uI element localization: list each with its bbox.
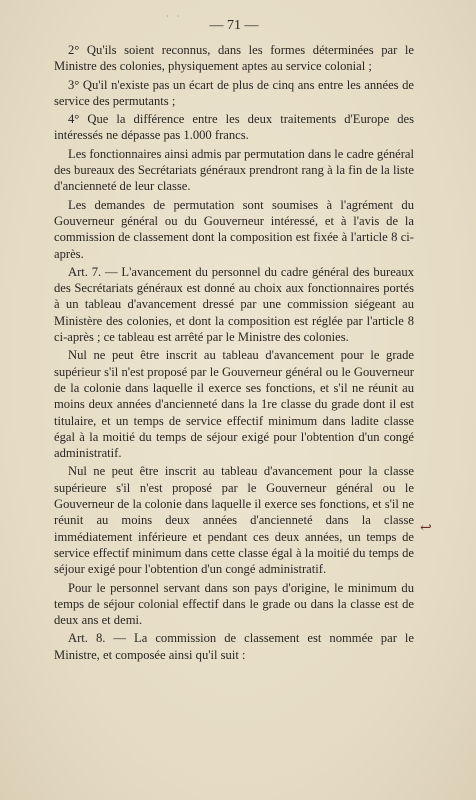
- text-block: [54, 16, 414, 665]
- paragraph-grade-promotion: Nul ne peut être inscrit au tableau d'avancement pour le grade supérieur s'il n'est proposé par le Gouverneur général ou le Gouverneur de la colonie dans laquelle il exerce ses fonctions, et s'il ne réunit au moins deux années d'ancienneté dans la 1re classe du grade dont il est titulaire, et un temps de service effectif minimum dans ladite classe égal à la moitié du temps de séjour exigé pour l'obtention d'un congé administratif.: [54, 348, 414, 461]
- paragraph-article-8: Art. 8. — La commission de classement est nommée par le Ministre, et composée ainsi qu'il suit :: [54, 631, 414, 662]
- paragraph-home-country: Pour le personnel servant dans son pays d'origine, le minimum du temps de séjour colonial effectif dans le grade ou dans la classe est de deux ans et demi.: [54, 580, 414, 628]
- paragraph-condition-2: 2° Qu'ils soient reconnus, dans les formes déterminées par le Ministre des colonies, physiquement aptes au service colonial ;: [54, 43, 414, 74]
- paragraph-class-promotion: Nul ne peut être inscrit au tableau d'avancement pour la classe supérieure s'il n'est proposé par le Gouverneur général ou le Gouverneur de la colonie dans laquelle il exerce ses fonctions, et s'il ne réunit au moins deux années d'ancienneté dans la classe immédiatement inférieure et pendant ces deux années, un temps de service effectif minimum dans cette classe égal à la moitié du temps de séjour exigé pour l'obtention d'un congé administratif.: [54, 464, 414, 577]
- margin-arrow-icon: ↩: [420, 521, 432, 536]
- paragraph-permutation-requests: Les demandes de permutation sont soumises à l'agrément du Gouverneur général ou du Gouverneur intéressé, et à l'avis de la commission de classement dont la composition est fixée à l'article 8 ci-après.: [54, 197, 414, 261]
- paragraph-condition-4: 4° Que la différence entre les deux traitements d'Europe des intéressés ne dépasse pas 1.000 francs.: [54, 112, 414, 143]
- decorative-specks: · ·: [166, 12, 180, 21]
- paragraph-permutation-rank: Les fonctionnaires ainsi admis par permutation dans le cadre général des bureaux des Secrétariats généraux prendront rang à la fin de la liste d'ancienneté de leur classe.: [54, 146, 414, 194]
- paragraph-article-7: Art. 7. — L'avancement du personnel du cadre général des bureaux des Secrétariats généraux est donné au choix aux fonctionnaires portés à un tableau d'avancement dressé par une commission siégeant au Ministère des colonies, et dont la composition est réglée par l'article 8 ci-après ; ce tableau est arrêté par le Ministre des colonies.: [54, 264, 414, 345]
- paragraph-condition-3: 3° Qu'il n'existe pas un écart de plus de cinq ans entre les années de service des permutants ;: [54, 77, 414, 108]
- page-number: — 71 —: [209, 18, 259, 33]
